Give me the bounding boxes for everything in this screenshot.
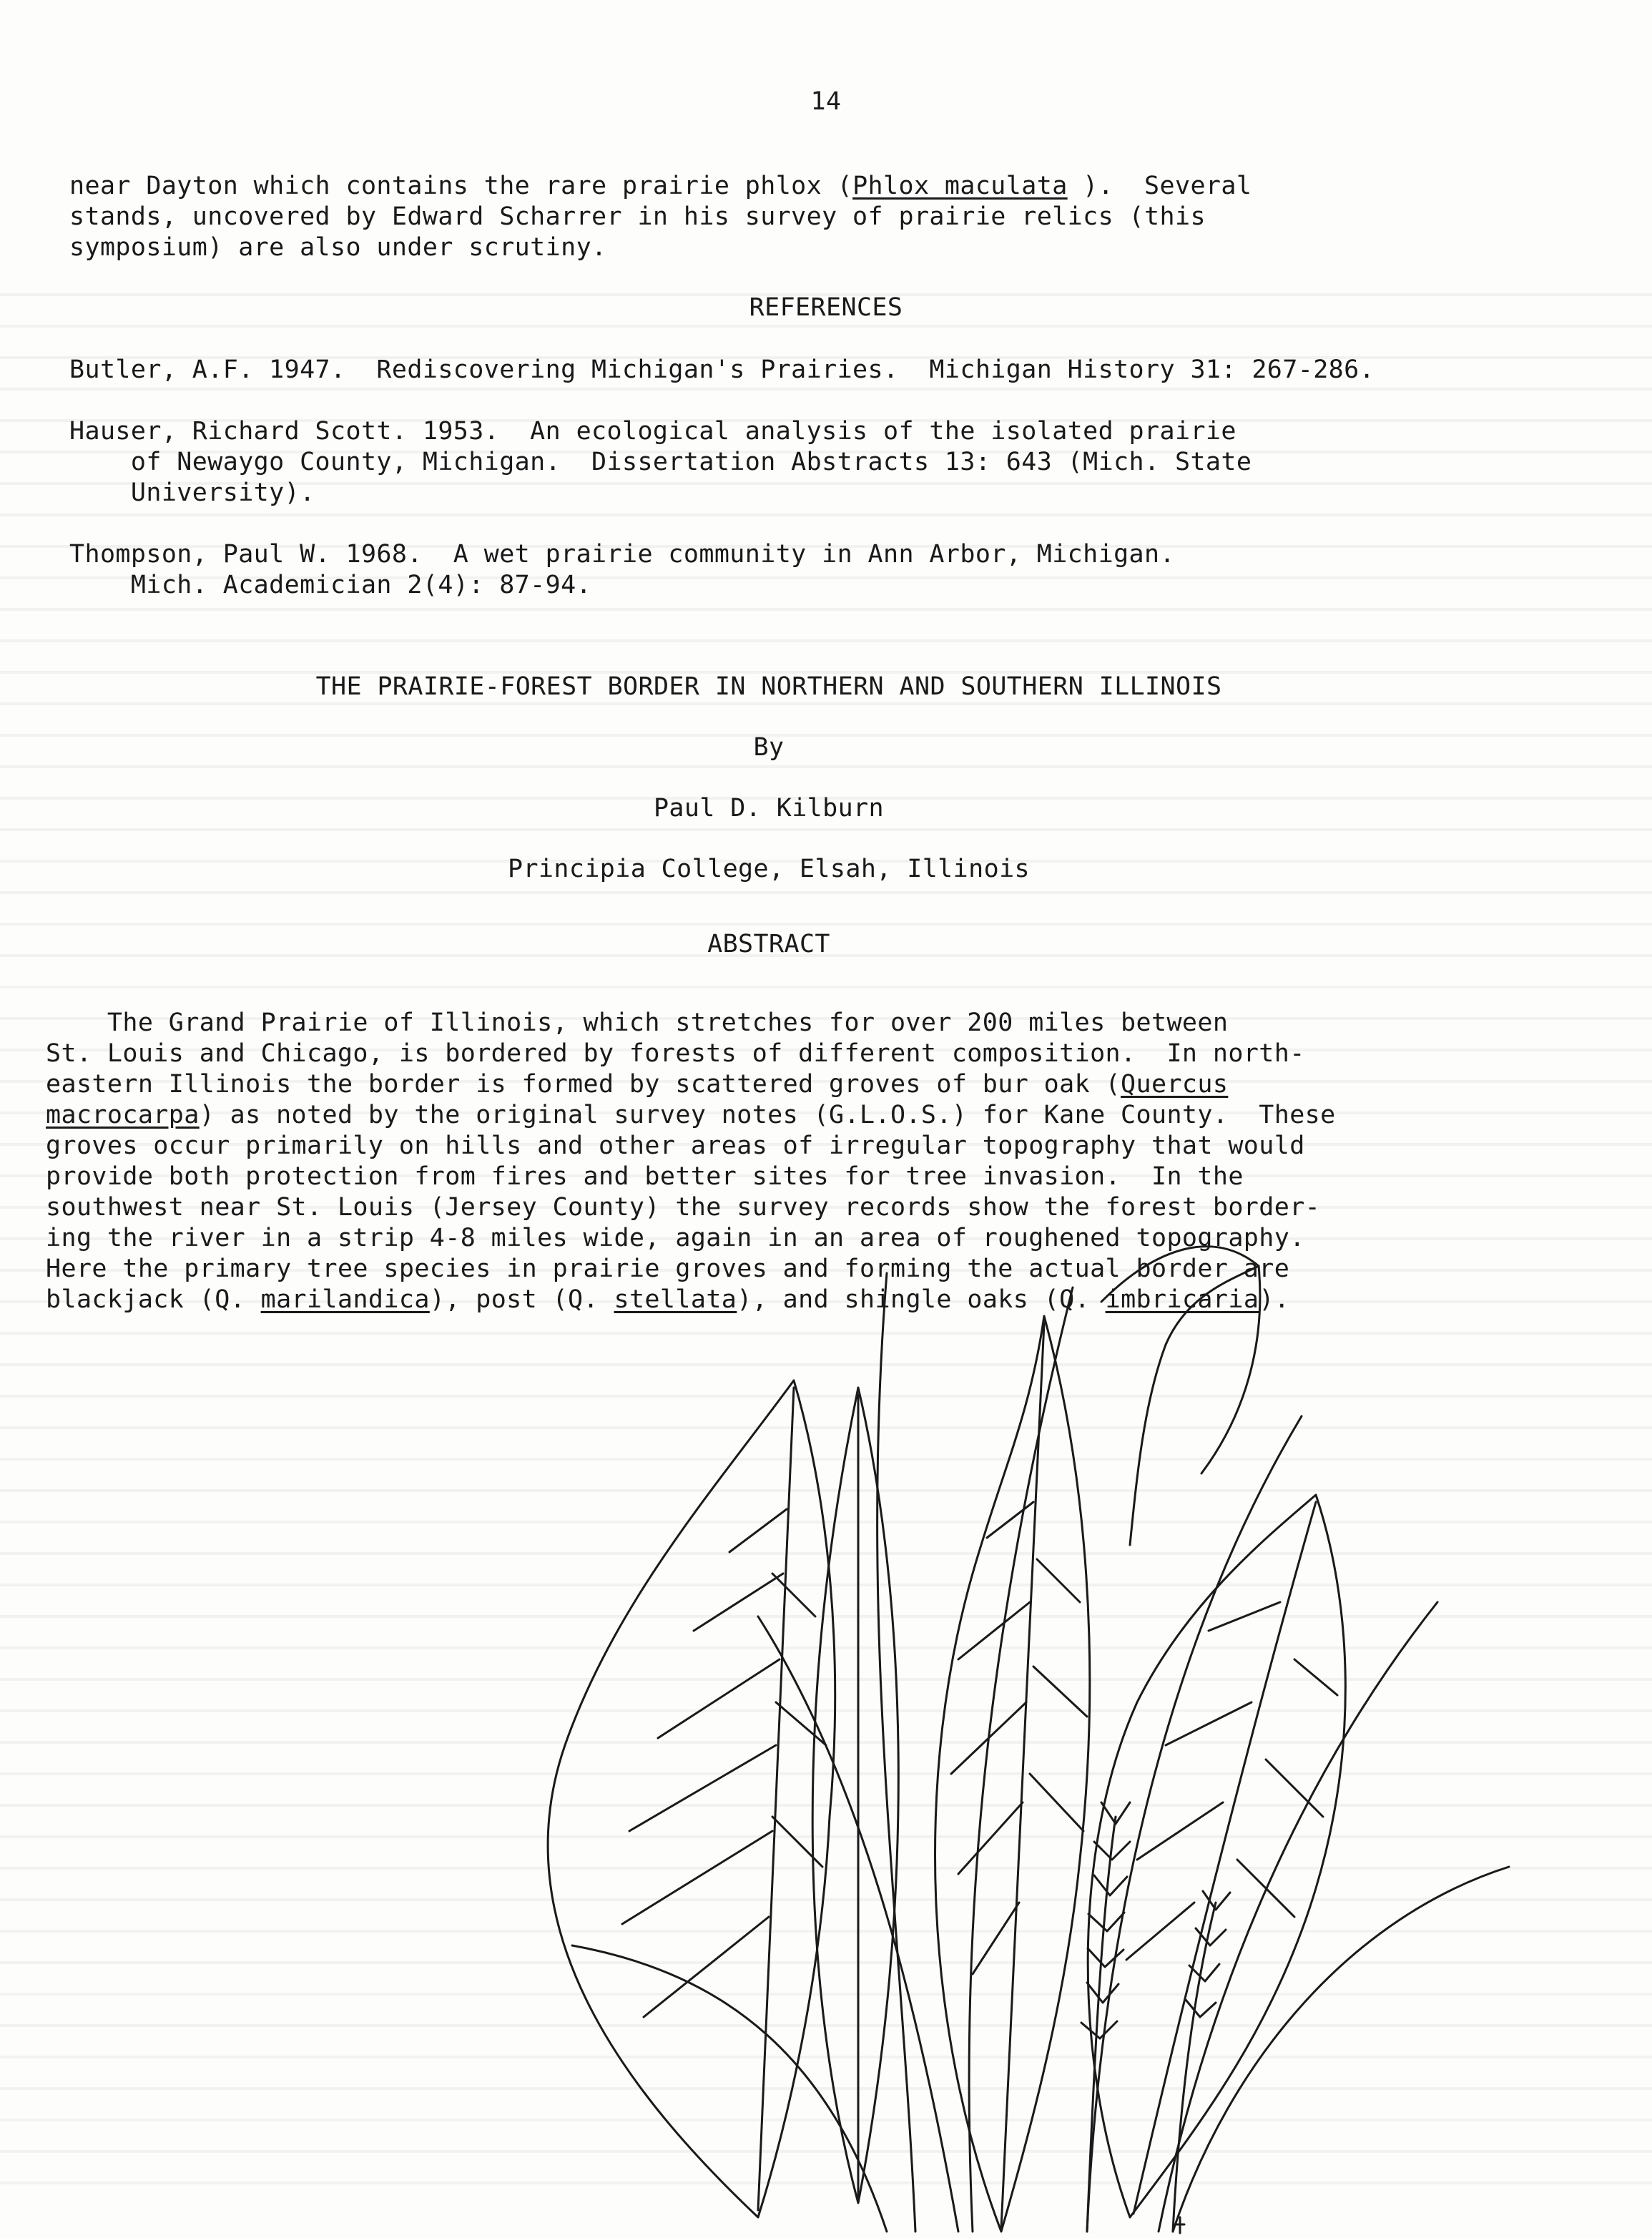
abstract-line: St. Louis and Chicago, is bordered by forests of different composition. In north- — [46, 1039, 1305, 1068]
abstract-line: groves occur primarily on hills and other areas of irregular topography that would — [46, 1132, 1305, 1160]
page-number: 14 — [810, 87, 842, 116]
abstract-heading: ABSTRACT — [707, 930, 830, 958]
reference-item: Hauser, Richard Scott. 1953. An ecological analysis of the isolated prairie — [69, 417, 1236, 446]
abstract-text: ) as noted by the original survey notes (G.L.O.S.) for Kane County. These — [199, 1101, 1336, 1129]
intro-text: ). Several — [1067, 172, 1252, 200]
reference-item-continued: Mich. Academician 2(4): 87-94. — [69, 571, 592, 599]
references-heading: REFERENCES — [749, 293, 903, 322]
reference-item-continued: of Newaygo County, Michigan. Dissertation Abstracts 13: 643 (Mich. State — [69, 448, 1252, 476]
intro-line-3: symposium) are also under scrutiny. — [69, 233, 607, 262]
reference-item: Butler, A.F. 1947. Rediscovering Michigan's Prairies. Michigan History 31: 267-286. — [69, 355, 1375, 384]
leaf-center — [935, 1316, 1090, 2232]
leaf-right — [1088, 1495, 1345, 2217]
intro-line-2: stands, uncovered by Edward Scharrer in his survey of prairie relics (this — [69, 202, 1206, 231]
reference-item: Thompson, Paul W. 1968. A wet prairie community in Ann Arbor, Michigan. — [69, 540, 1175, 569]
intro-line-1 — [69, 172, 1252, 200]
article-title: THE PRAIRIE-FOREST BORDER IN NORTHERN AND SOUTHERN ILLINOIS — [315, 672, 1222, 701]
species-name: marilandica — [260, 1285, 430, 1314]
abstract-text: eastern Illinois the border is formed by scattered groves of bur oak ( — [46, 1070, 1121, 1099]
abstract-line: The Grand Prairie of Illinois, which stretches for over 200 miles between — [46, 1008, 1229, 1037]
abstract-line: Here the primary tree species in prairie groves and forming the actual border are — [46, 1255, 1290, 1283]
author-name: Paul D. Kilburn — [653, 794, 885, 823]
abstract-line — [46, 1101, 1336, 1129]
affiliation: Principia College, Elsah, Illinois — [507, 855, 1031, 883]
byline-by: By — [753, 733, 785, 762]
abstract-text: blackjack (Q. — [46, 1285, 261, 1314]
abstract-line: ing the river in a strip 4-8 miles wide, again in an area of roughened topography. — [46, 1224, 1305, 1252]
abstract-line: southwest near St. Louis (Jersey County) the survey records show the forest border- — [46, 1193, 1321, 1222]
leaf-curl — [1101, 1247, 1259, 1545]
abstract-text: ). — [1259, 1285, 1290, 1314]
species-name: stellata — [614, 1285, 737, 1314]
leaf-left — [548, 1380, 835, 2217]
intro-text: near Dayton which contains the rare prairie phlox ( — [69, 172, 853, 200]
species-name: imbricaria — [1105, 1285, 1259, 1314]
abstract-text: ), and shingle oaks (Q. — [737, 1285, 1106, 1314]
abstract-text: ), post (Q. — [429, 1285, 614, 1314]
species-name: macrocarpa — [46, 1101, 200, 1129]
species-name: Quercus — [1121, 1070, 1229, 1099]
abstract-line — [46, 1070, 1228, 1099]
abstract-line: provide both protection from fires and better sites for tree invasion. In the — [46, 1162, 1244, 1191]
reference-item-continued: University). — [69, 478, 315, 507]
species-name: Phlox maculata — [852, 172, 1068, 200]
prairie-plant-illustration — [458, 1202, 1530, 2238]
